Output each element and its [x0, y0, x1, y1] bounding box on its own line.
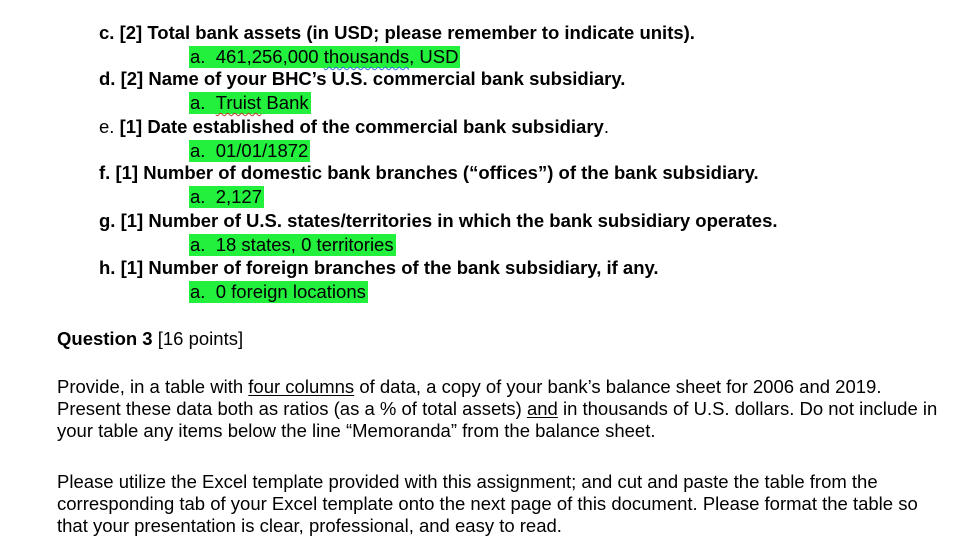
answer-highlight	[189, 140, 310, 162]
answer-rest: , USD	[409, 46, 459, 67]
answer-value: 0 foreign locations	[215, 281, 366, 302]
item-text: Number of domestic bank branches (“offices”) of the bank subsidiary.	[143, 162, 759, 183]
item-d-answer	[189, 92, 311, 114]
underlined-text: and	[526, 398, 558, 419]
item-h-question	[99, 257, 659, 279]
item-g-answer	[189, 234, 396, 256]
item-letter: e.	[99, 116, 115, 137]
answer-highlight	[189, 234, 396, 256]
item-f-question	[99, 162, 759, 184]
item-text: Number of U.S. states/territories in which the bank subsidiary operates.	[148, 210, 778, 231]
item-points: [1]	[120, 210, 144, 231]
answer-value: 01/01/1872	[215, 140, 309, 161]
spellcheck-word: Truist	[215, 92, 262, 113]
item-f-answer	[189, 186, 264, 208]
instructions-paragraph-2: Please utilize the Excel template provided with this assignment; and cut and paste the table from the corresponding tab of your Excel template onto the next page of this document. Please format the table so that your presentation is clear, professional, and easy to read.	[57, 471, 918, 536]
item-letter: g.	[99, 210, 116, 231]
answer-letter: a.	[190, 186, 206, 207]
instructions-paragraph-1	[57, 376, 947, 442]
item-letter: c.	[99, 22, 115, 43]
answer-highlight	[189, 281, 368, 303]
item-text: Number of foreign branches of the bank subsidiary, if any.	[148, 257, 659, 278]
item-trail: .	[603, 116, 609, 137]
item-points: [2]	[119, 22, 143, 43]
answer-letter: a.	[190, 92, 206, 113]
item-text: Name of your BHC’s U.S. commercial bank subsidiary.	[148, 68, 626, 89]
question-heading	[57, 328, 243, 350]
item-points: [2]	[120, 68, 144, 89]
item-c-answer	[189, 46, 460, 68]
answer-letter: a.	[190, 281, 206, 302]
item-text: Date established of the commercial bank subsidiary	[147, 116, 604, 137]
item-h-answer	[189, 281, 368, 303]
item-g-question	[99, 210, 778, 232]
question-title: Question 3	[57, 328, 153, 349]
underlined-text: four columns	[248, 376, 355, 397]
para-text: of data, a copy of your bank’s balance sheet for 2006 and 2019. Present these data both as ratios (as a % of total assets)	[57, 376, 882, 419]
answer-value: 18 states, 0 territories	[215, 234, 394, 255]
item-e-answer	[189, 140, 310, 162]
answer-letter: a.	[190, 140, 206, 161]
answer-value: 2,127	[215, 186, 263, 207]
answer-letter: a.	[190, 46, 206, 67]
para-text: in thousands of U.S. dollars. Do not include in your table any items below the line “Memoranda” from the balance sheet.	[57, 398, 938, 441]
item-letter: d.	[99, 68, 116, 89]
item-d-question	[99, 68, 625, 90]
answer-letter: a.	[190, 234, 206, 255]
answer-highlight	[189, 46, 460, 68]
item-e-question	[99, 116, 609, 138]
item-text: Total bank assets (in USD; please remember to indicate units).	[147, 22, 695, 43]
answer-value: 461,256,000	[215, 46, 324, 67]
item-points: [1]	[120, 257, 144, 278]
item-points: [1]	[119, 116, 143, 137]
answer-highlight	[189, 186, 264, 208]
item-letter: f.	[99, 162, 111, 183]
item-letter: h.	[99, 257, 116, 278]
spellcheck-word: thousands	[323, 46, 410, 67]
para-text: Provide, in a table with	[57, 376, 249, 397]
item-points: [1]	[115, 162, 139, 183]
answer-rest: Bank	[261, 92, 309, 113]
question-points: [16 points]	[157, 328, 244, 349]
answer-highlight	[189, 92, 311, 114]
item-c-question	[99, 22, 695, 44]
